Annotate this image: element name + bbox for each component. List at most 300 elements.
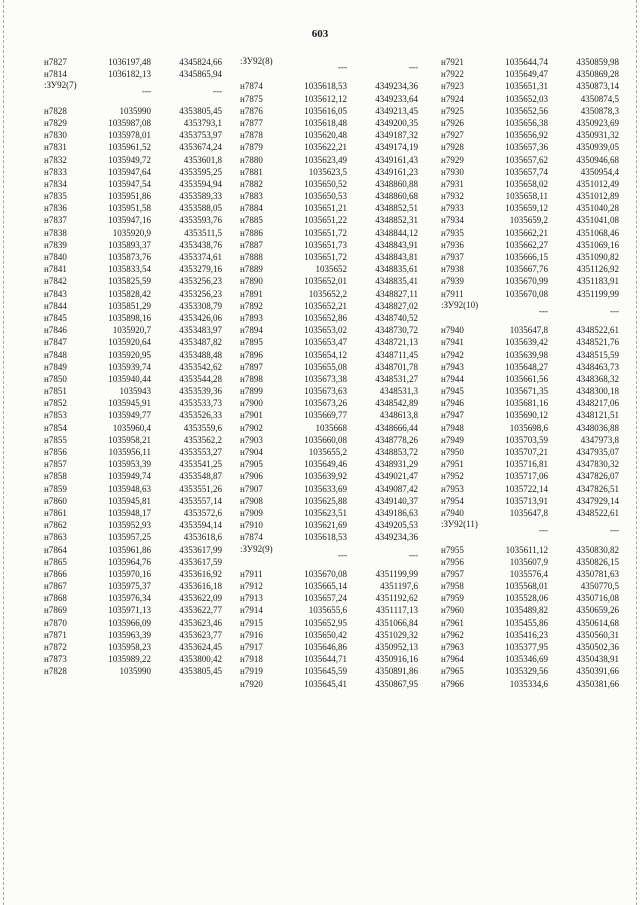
table-row	[44, 568, 236, 580]
point-id: н7833	[44, 166, 67, 177]
y-coordinate: 4353542,62	[179, 361, 222, 372]
point-id: :ЗУ92(11)	[441, 519, 478, 530]
table-row	[240, 373, 432, 385]
table-row	[44, 251, 236, 263]
y-coordinate: 4351197,6	[380, 581, 418, 592]
point-id: н7850	[44, 373, 67, 384]
point-id: н7917	[240, 642, 263, 653]
table-row	[44, 68, 236, 80]
y-coordinate: 4348522,61	[576, 325, 619, 336]
table-row	[441, 483, 633, 495]
point-id: :ЗУ92(9)	[240, 543, 273, 554]
point-id: н7940	[441, 507, 464, 518]
point-id: н7883	[240, 191, 263, 202]
table-row	[44, 385, 236, 397]
point-id: н7861	[44, 507, 67, 518]
x-coordinate: 1035661,56	[505, 373, 548, 384]
point-id: н7848	[44, 349, 67, 360]
table-row	[44, 275, 236, 287]
y-coordinate: 4348300,18	[576, 386, 619, 397]
y-coordinate: 4350830,82	[576, 544, 619, 555]
point-id: н7927	[441, 130, 464, 141]
x-coordinate: 1035660,08	[304, 434, 347, 445]
y-coordinate: 4347935,07	[576, 447, 619, 458]
y-coordinate: 4350716,08	[576, 593, 619, 604]
point-id: н7932	[441, 191, 464, 202]
y-coordinate: 4347973,8	[580, 434, 619, 445]
parcel-group-row	[441, 300, 633, 324]
table-row	[44, 422, 236, 434]
table-row	[240, 495, 432, 507]
y-coordinate: 4349021,47	[375, 471, 418, 482]
x-coordinate: 1035673,63	[304, 386, 347, 397]
coordinate-column-3	[441, 56, 633, 690]
point-id: н7878	[240, 130, 263, 141]
table-row	[44, 458, 236, 470]
table-row	[441, 580, 633, 592]
table-row	[441, 458, 633, 470]
table-row	[441, 141, 633, 153]
y-coordinate: 4348036,88	[576, 422, 619, 433]
x-coordinate: 1035898,16	[108, 312, 151, 323]
table-row	[240, 470, 432, 482]
y-coordinate: 4350891,86	[375, 666, 418, 677]
x-coordinate: 1035976,34	[108, 593, 151, 604]
x-coordinate: 1035920,9	[112, 227, 151, 238]
point-id: н7905	[240, 459, 263, 470]
point-id: н7862	[44, 520, 67, 531]
x-coordinate: 1035920,95	[108, 349, 151, 360]
y-coordinate: 4348217,06	[576, 398, 619, 409]
table-row	[240, 458, 432, 470]
y-coordinate: 4353622,77	[179, 605, 222, 616]
y-coordinate: 4353593,76	[179, 215, 222, 226]
x-coordinate: 1035681,16	[505, 398, 548, 409]
y-coordinate: 4353618,6	[183, 532, 222, 543]
y-coordinate: 4349161,43	[375, 154, 418, 165]
y-coordinate: 4349174,19	[375, 142, 418, 153]
x-coordinate: 1035949,72	[108, 154, 151, 165]
y-coordinate: 4351192,62	[375, 593, 418, 604]
x-coordinate: 1035873,76	[108, 252, 151, 263]
y-coordinate: 4350867,95	[375, 678, 418, 689]
point-id: н7872	[44, 642, 67, 653]
x-coordinate: 1035652,2	[308, 288, 347, 299]
y-coordinate: 4353594,14	[179, 520, 222, 531]
table-row	[240, 641, 432, 653]
x-coordinate: 1035662,27	[505, 239, 548, 250]
table-row	[240, 507, 432, 519]
table-row	[441, 263, 633, 275]
parcel-group-row	[441, 519, 633, 543]
x-coordinate: 1035703,59	[505, 434, 548, 445]
x-coordinate: 1035620,48	[304, 130, 347, 141]
table-row	[441, 80, 633, 92]
table-row	[240, 580, 432, 592]
point-id: н7938	[441, 264, 464, 275]
table-row	[240, 336, 432, 348]
table-row	[44, 556, 236, 568]
point-id: н7948	[441, 422, 464, 433]
coordinate-column-1	[44, 56, 236, 678]
x-coordinate: 1035618,48	[304, 117, 347, 128]
table-row	[240, 251, 432, 263]
y-coordinate: 4351090,82	[576, 252, 619, 262]
x-coordinate: 1035647,8	[509, 507, 548, 518]
x-coordinate: 1035644,74	[505, 57, 548, 67]
point-id: н7814	[44, 69, 67, 80]
point-id: н7960	[441, 605, 464, 616]
y-coordinate: 4350878,3	[580, 105, 619, 116]
point-id: н7855	[44, 434, 67, 445]
x-coordinate: 1035722,14	[505, 483, 548, 494]
y-coordinate: 4350502,36	[576, 642, 619, 653]
point-id: н7924	[441, 93, 464, 104]
point-id: н7874	[240, 81, 263, 92]
point-id: н7904	[240, 447, 263, 458]
y-coordinate: 4349233,64	[375, 93, 418, 104]
y-coordinate: 4348835,41	[375, 276, 418, 287]
point-id: н7834	[44, 178, 67, 189]
x-coordinate: 1035649,46	[304, 459, 347, 470]
table-row	[240, 214, 432, 226]
point-id: н7829	[44, 117, 67, 128]
point-id: н7895	[240, 337, 263, 348]
x-coordinate: 1035943	[119, 386, 151, 397]
table-row	[44, 641, 236, 653]
x-coordinate: 1035648,27	[505, 361, 548, 372]
y-coordinate: 4353308,79	[179, 300, 222, 311]
table-row	[441, 93, 633, 105]
table-row	[240, 665, 432, 677]
table-row	[441, 202, 633, 214]
y-coordinate: 4353551,26	[179, 483, 222, 494]
y-coordinate: 4348711,45	[375, 349, 418, 360]
x-coordinate: 1035652,95	[304, 617, 347, 628]
y-coordinate: 4353595,25	[179, 166, 222, 177]
table-row	[240, 141, 432, 153]
x-coordinate: ---	[142, 86, 151, 97]
x-coordinate: 1035633,69	[304, 483, 347, 494]
point-id: н7845	[44, 312, 67, 323]
point-id: н7964	[441, 654, 464, 665]
x-coordinate: 1035989,22	[108, 654, 151, 665]
table-row	[44, 166, 236, 178]
x-coordinate: 1035945,91	[108, 398, 151, 409]
table-row	[44, 288, 236, 300]
y-coordinate: 4349200,35	[375, 117, 418, 128]
y-coordinate: ---	[409, 62, 418, 72]
point-id: н7890	[240, 276, 263, 287]
table-row	[240, 592, 432, 604]
x-coordinate: 1035651,73	[304, 239, 347, 250]
y-coordinate: 4353541,25	[179, 459, 222, 470]
point-id: н7910	[240, 520, 263, 531]
y-coordinate: 4353488,48	[179, 349, 222, 360]
y-coordinate: 4353256,23	[179, 276, 222, 287]
x-coordinate: 1035652,03	[505, 93, 548, 104]
x-coordinate: 1035951,86	[108, 191, 151, 202]
y-coordinate: 4348515,59	[576, 349, 619, 360]
table-row	[240, 263, 432, 275]
y-coordinate: 4353539,36	[179, 386, 222, 397]
x-coordinate: 1035652,86	[304, 312, 347, 323]
point-id: н7953	[441, 483, 464, 494]
y-coordinate: ---	[213, 86, 222, 97]
y-coordinate: 4351012,49	[576, 178, 619, 189]
x-coordinate: 1035947,54	[108, 178, 151, 189]
x-coordinate: 1035665,14	[304, 581, 347, 592]
table-row	[240, 483, 432, 495]
point-id: н7920	[240, 678, 263, 689]
x-coordinate: 1035647,8	[509, 325, 548, 336]
point-id: н7894	[240, 325, 263, 336]
table-row	[44, 129, 236, 141]
table-row	[44, 604, 236, 616]
point-id: н7841	[44, 264, 67, 275]
point-id: н7901	[240, 410, 263, 421]
y-coordinate: 4353544,28	[179, 373, 222, 384]
x-coordinate: 1035489,82	[505, 605, 548, 616]
point-id: н7942	[441, 349, 464, 360]
point-id: :ЗУ92(8)	[240, 56, 273, 66]
x-coordinate: 1035673,38	[304, 373, 347, 384]
x-coordinate: 1035953,39	[108, 459, 151, 470]
point-id: н7851	[44, 386, 67, 397]
table-row	[44, 263, 236, 275]
page-number: 603	[311, 28, 329, 40]
y-coordinate: 4350923,69	[576, 117, 619, 128]
point-id: н7933	[441, 203, 464, 214]
table-row	[44, 117, 236, 129]
y-coordinate: 4348463,73	[576, 361, 619, 372]
x-coordinate: 1035334,6	[509, 678, 548, 689]
x-coordinate: 1035717,06	[505, 471, 548, 482]
table-row	[441, 568, 633, 580]
table-row	[441, 629, 633, 641]
point-id: н7911	[441, 288, 464, 299]
point-id: н7831	[44, 142, 67, 153]
y-coordinate: 4353805,45	[179, 666, 222, 677]
point-id: н7940	[441, 325, 464, 336]
y-coordinate: 4351066,84	[375, 617, 418, 628]
x-coordinate: 1035651,31	[505, 81, 548, 92]
x-coordinate: 1035716,81	[505, 459, 548, 470]
x-coordinate: 1035652,56	[505, 105, 548, 116]
table-row	[44, 629, 236, 641]
table-row	[441, 446, 633, 458]
table-row	[240, 239, 432, 251]
x-coordinate: 1035657,24	[304, 593, 347, 604]
y-coordinate: 4348701,78	[375, 361, 418, 372]
y-coordinate: 4348852,51	[375, 203, 418, 214]
y-coordinate: 4353594,94	[179, 178, 222, 189]
y-coordinate: 4353623,77	[179, 629, 222, 640]
table-row	[44, 580, 236, 592]
table-row	[441, 117, 633, 129]
point-id: н7864	[44, 544, 67, 555]
point-id: н7840	[44, 252, 67, 263]
y-coordinate: 4353589,33	[179, 191, 222, 202]
table-row	[441, 56, 633, 68]
x-coordinate: 1035618,53	[304, 81, 347, 92]
y-coordinate: 4350859,98	[576, 57, 619, 67]
point-id: н7921	[441, 57, 464, 67]
x-coordinate: 1035625,88	[304, 495, 347, 506]
y-coordinate: 4348521,76	[576, 337, 619, 348]
point-id: н7911	[240, 568, 263, 579]
point-id: н7916	[240, 629, 263, 640]
point-id: н7909	[240, 507, 263, 518]
x-coordinate: 1035623,49	[304, 154, 347, 165]
y-coordinate: 4347826,07	[576, 471, 619, 482]
table-row	[44, 312, 236, 324]
table-row	[240, 288, 432, 300]
table-row	[44, 56, 236, 68]
x-coordinate: 1035377,95	[505, 642, 548, 653]
x-coordinate: 1035949,74	[108, 471, 151, 482]
x-coordinate: 1035970,16	[108, 568, 151, 579]
y-coordinate: 4351040,28	[576, 203, 619, 214]
y-coordinate: 4353559,6	[183, 422, 222, 433]
point-id: н7844	[44, 300, 67, 311]
point-id: н7907	[240, 483, 263, 494]
x-coordinate: 1035920,64	[108, 337, 151, 348]
table-row	[240, 300, 432, 312]
table-row	[240, 629, 432, 641]
table-row	[441, 214, 633, 226]
table-row	[441, 154, 633, 166]
y-coordinate: 4353553,27	[179, 447, 222, 458]
y-coordinate: 4350770,5	[580, 581, 619, 592]
x-coordinate: 1035833,54	[108, 264, 151, 275]
y-coordinate: 4351126,92	[576, 264, 619, 275]
table-row	[441, 544, 633, 556]
point-id: н7839	[44, 239, 67, 250]
table-row	[240, 129, 432, 141]
point-id: н7882	[240, 178, 263, 189]
x-coordinate: 1035673,26	[304, 398, 347, 409]
point-id: н7928	[441, 142, 464, 153]
table-row	[240, 519, 432, 531]
y-coordinate: 4353617,99	[179, 544, 222, 555]
point-id: н7946	[441, 398, 464, 409]
x-coordinate: 1035957,25	[108, 532, 151, 543]
x-coordinate: 1035618,53	[304, 532, 347, 543]
point-id: н7935	[441, 227, 464, 238]
table-row	[44, 592, 236, 604]
point-id: н7959	[441, 593, 464, 604]
point-id: н7954	[441, 495, 464, 506]
table-row	[441, 665, 633, 677]
point-id: н7934	[441, 215, 464, 226]
y-coordinate: 4350560,31	[576, 629, 619, 640]
x-coordinate: 1035623,5	[308, 166, 347, 177]
point-id: н7857	[44, 459, 67, 470]
x-coordinate: 1035949,77	[108, 410, 151, 421]
y-coordinate: 4350873,14	[576, 81, 619, 92]
y-coordinate: 4353548,87	[179, 471, 222, 482]
table-row	[240, 531, 432, 543]
y-coordinate: 4350916,16	[375, 654, 418, 665]
table-row	[44, 190, 236, 202]
y-coordinate: 4350781,63	[576, 568, 619, 579]
scan-edge-right	[636, 0, 637, 905]
point-id: н7899	[240, 386, 263, 397]
point-id: н7956	[441, 556, 464, 567]
y-coordinate: 4348740,52	[375, 312, 418, 323]
x-coordinate: 1035940,44	[108, 373, 151, 384]
point-id: н7889	[240, 264, 263, 275]
y-coordinate: 4353526,33	[179, 410, 222, 421]
table-row	[441, 275, 633, 287]
x-coordinate: 1035455,86	[505, 617, 548, 628]
table-row	[441, 373, 633, 385]
y-coordinate: 4349213,45	[375, 105, 418, 116]
x-coordinate: 1035971,13	[108, 605, 151, 616]
x-coordinate: 1035707,21	[505, 447, 548, 458]
point-id: н7881	[240, 166, 263, 177]
table-row	[240, 105, 432, 117]
point-id: н7961	[441, 617, 464, 628]
point-id: н7945	[441, 386, 464, 397]
table-row	[441, 361, 633, 373]
y-coordinate: 4351041,08	[576, 215, 619, 226]
x-coordinate: 1035990	[119, 666, 151, 677]
x-coordinate: 1035653,02	[304, 325, 347, 336]
x-coordinate: 1035611,12	[505, 544, 548, 555]
point-id: н7902	[240, 422, 263, 433]
x-coordinate: 1035961,86	[108, 544, 151, 555]
x-coordinate: 1035945,81	[108, 495, 151, 506]
point-id: н7951	[441, 459, 464, 470]
x-coordinate: 1035920,7	[112, 325, 151, 336]
point-id: н7897	[240, 361, 263, 372]
y-coordinate: 4348827,11	[375, 288, 418, 299]
x-coordinate: ---	[539, 525, 548, 536]
x-coordinate: 1035652	[315, 264, 347, 275]
table-row	[441, 592, 633, 604]
table-row	[44, 617, 236, 629]
y-coordinate: 4348368,32	[576, 373, 619, 384]
x-coordinate: ---	[338, 549, 347, 560]
x-coordinate: 1035653,47	[304, 337, 347, 348]
x-coordinate: 1035650,42	[304, 629, 347, 640]
table-row	[240, 80, 432, 92]
y-coordinate: 4353279,16	[179, 264, 222, 275]
y-coordinate: 4348853,72	[375, 447, 418, 458]
y-coordinate: ---	[409, 549, 418, 560]
table-row	[441, 604, 633, 616]
point-id: н7930	[441, 166, 464, 177]
x-coordinate: 1035639,92	[304, 471, 347, 482]
x-coordinate: 1035987,08	[108, 117, 151, 128]
x-coordinate: 1035650,52	[304, 178, 347, 189]
point-id: н7931	[441, 178, 464, 189]
table-row	[240, 385, 432, 397]
table-row	[441, 239, 633, 251]
point-id: н7863	[44, 532, 67, 543]
table-row	[441, 495, 633, 507]
table-row	[441, 507, 633, 519]
x-coordinate: 1035612,12	[304, 93, 347, 104]
table-row	[44, 324, 236, 336]
point-id: н7963	[441, 642, 464, 653]
y-coordinate: 4348531,3	[379, 386, 418, 397]
y-coordinate: 4349187,32	[375, 130, 418, 141]
table-row	[44, 373, 236, 385]
y-coordinate: 4348860,68	[375, 191, 418, 202]
